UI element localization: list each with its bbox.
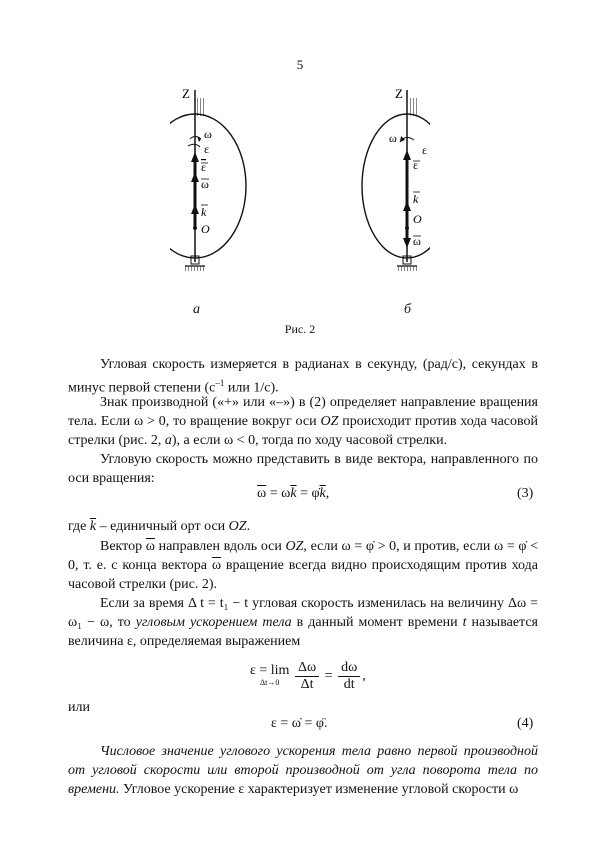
ground-hatch-b <box>397 266 417 271</box>
p4-text-2: – единичный орт оси <box>96 519 229 534</box>
p4-text-3: . <box>246 519 251 534</box>
paragraph-3: Угловую скорость можно представить в виде вектора, направленного по оси вращения: <box>68 452 538 486</box>
ground-hatch-a <box>185 266 205 271</box>
p4-k: $\overline{k}$ <box>89 519 97 534</box>
k-vector-head-a <box>191 204 199 214</box>
p6-text-2: угловая скорость изменилась на величину <box>248 596 508 611</box>
origin-label-a: O <box>201 222 210 236</box>
p6-t: t <box>462 615 467 630</box>
p6-text-4: в данный момент времени <box>291 615 463 630</box>
p6-delta-t: Δ t = t₁ − t <box>187 596 249 611</box>
fraction-derivative <box>338 660 360 693</box>
figure-label-a: а <box>193 302 200 317</box>
limit-block <box>250 662 290 689</box>
p5-text-4: вращение всегда видно происходящим против хода часовой стрелки (рис. 2). <box>68 558 538 592</box>
origin-label-b: O <box>413 212 422 226</box>
equation-3-number: (3) <box>517 486 534 501</box>
p1-tail: или 1/с). <box>224 380 279 396</box>
omega-vector-label-a: ω <box>201 177 209 191</box>
fraction-delta-num: Δω <box>295 660 319 677</box>
figure-b <box>362 86 430 271</box>
eps-arrow-a <box>188 144 200 147</box>
p2-text-3: ), а если ω < 0, тогда по ходу часовой стрелки. <box>171 433 448 448</box>
figure-label-b: б <box>404 302 412 317</box>
p6-delta-omega: Δω = ω₁ − ω <box>68 596 538 630</box>
p5-omega-vec-2: $\overline{\omega}$ <box>211 558 222 573</box>
paragraph-1 <box>68 355 538 398</box>
or-word: или <box>68 700 90 715</box>
p2-fig-ref: а <box>164 433 172 448</box>
top-bearing-hatch-b <box>409 98 417 116</box>
eps-vector-label-a: ε <box>201 160 207 174</box>
k-vector-label-a: k <box>201 205 207 219</box>
origin-point-b <box>405 226 409 230</box>
p5-text-2: направлен вдоль оси <box>154 539 286 554</box>
fraction-derivative-den: dt <box>343 677 355 692</box>
p1-sup: –1 <box>215 378 225 388</box>
p7-italic: Числовое значение углового ускорения тела равно первой производной от угловой скорости или второй производной от угла поворота тела по времени. <box>68 744 538 797</box>
p2-oz: OZ <box>320 414 339 429</box>
figure-2-diagram <box>170 86 430 316</box>
limit-subscript: Δt→0 <box>260 677 280 687</box>
p2-text-1: Знак производной («+» или «–») в (2) определяет направление вращения тела. Если ω > 0, то вращение вокруг оси <box>68 395 538 429</box>
figure-caption: Рис. 2 <box>284 322 316 336</box>
p6-text-5: называется величина ε, определяемая выражением <box>68 615 538 649</box>
figure-a <box>170 86 246 271</box>
p4-text-1: где <box>68 519 90 534</box>
p6-text-3: , то <box>109 615 136 630</box>
p2-text-2: происходит против хода часовой стрелки (рис. 2, <box>68 414 539 448</box>
p6-text-1: Если за время <box>100 596 188 611</box>
equation-4-number: (4) <box>517 716 534 731</box>
equation-4: ε = ω̇ = φ̈. <box>271 716 328 731</box>
axis-z-label-a: Z <box>182 86 190 101</box>
epsilon-label-a: ε <box>204 142 210 156</box>
p5-oz: OZ <box>285 539 304 554</box>
fraction-delta-den: Δt <box>300 677 314 692</box>
top-bearing-hatch-a <box>197 98 205 116</box>
origin-point-a <box>193 226 197 230</box>
paragraph-4 <box>68 517 538 536</box>
rotation-arrow-head-a <box>197 136 201 142</box>
equation-end-comma: , <box>362 668 366 684</box>
figure-2 <box>170 86 430 316</box>
omega-label-b: ω <box>389 131 397 145</box>
page-number: 5 <box>296 57 304 72</box>
paragraph-6 <box>68 594 538 651</box>
eps-vector-head-a <box>191 152 199 162</box>
p5-omega-vec: $\overline{\omega}$ <box>145 539 155 554</box>
equation-epsilon-limit: ε = lim Δt→0 $\frac{\Delta\omega}{\Delta t}$ = $\frac{d\omega}{dt}$ , <box>250 660 366 692</box>
eps-vector-head-b <box>403 150 411 160</box>
paragraph-2 <box>68 393 538 450</box>
p6-definition: угловым ускорением тела <box>135 615 292 630</box>
p5-text-1: Вектор <box>100 539 146 554</box>
omega-vector-head-a <box>191 172 199 182</box>
axis-z-label-b: Z <box>395 86 403 101</box>
epsilon-label-b: ε <box>422 143 428 157</box>
fraction-derivative-num: dω <box>338 660 360 677</box>
paragraph-5 <box>68 537 538 594</box>
omega-label-a: ω <box>204 127 212 141</box>
eps-vector-label-b: ε <box>413 158 419 172</box>
paragraph-7 <box>68 742 538 799</box>
omega-vector-label-b: ω <box>413 234 421 248</box>
p5-text-3: , если ω = φ̇ > 0, и против, если ω = φ̇ < 0, т. е. с конца вектора <box>68 539 538 573</box>
k-vector-label-b: k <box>413 192 419 206</box>
equation-3: $\overline{\omega} = \omega\overline{k}$ = $\varphi̇\overline{k}$, <box>257 486 330 501</box>
p7-text: Угловое ускорение ε характеризует изменение угловой скорости ω <box>119 782 519 797</box>
k-vector-head-b <box>403 201 411 211</box>
rotation-arrow-head-b <box>400 136 405 142</box>
limit-lhs: ε = lim <box>250 662 290 678</box>
p4-oz: OZ <box>228 519 247 534</box>
p1-text: Угловая скорость измеряется в радианах в секунду, (рад/с), секундах в минус первой степени (с <box>68 357 538 396</box>
fraction-delta <box>295 660 319 693</box>
omega-vector-head-b <box>403 238 411 248</box>
